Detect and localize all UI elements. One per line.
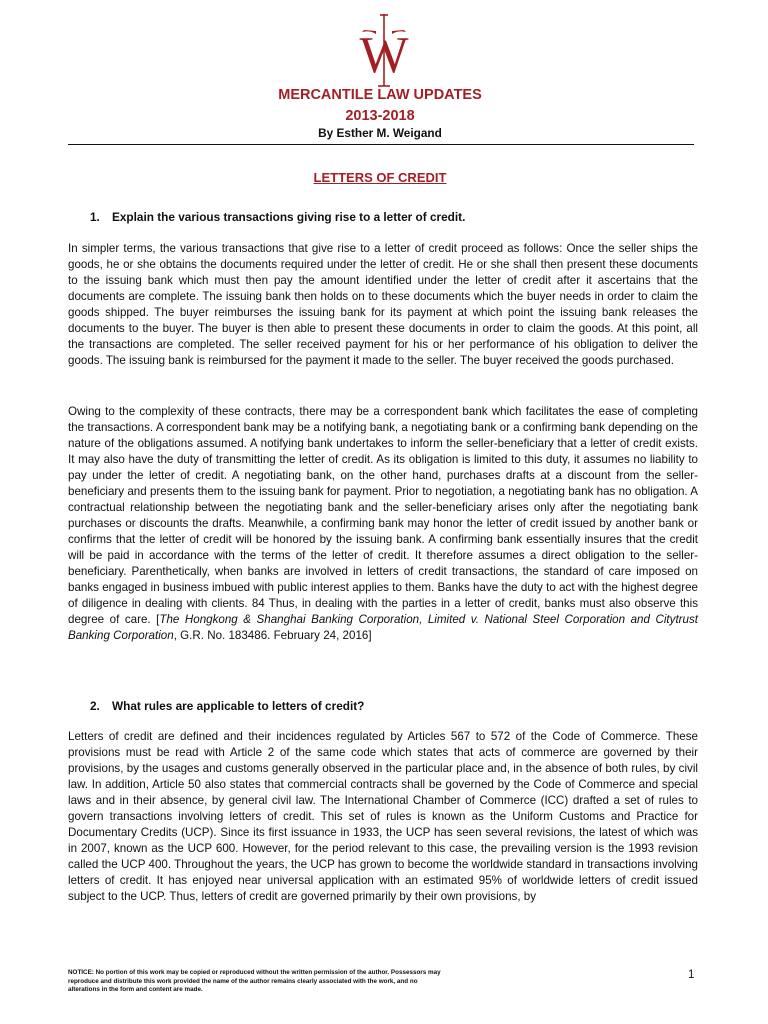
document-title: MERCANTILE LAW UPDATES: [278, 87, 482, 103]
paragraph-2: [68, 404, 698, 644]
question-2: [90, 699, 364, 714]
paragraph-2-tail: , G.R. No. 183486. February 24, 2016]: [173, 629, 372, 642]
header-rule: [68, 144, 694, 145]
question-1: [90, 210, 465, 225]
paragraph-2-case-citation: The Hongkong & Shanghai Banking Corporation, Limited v. National Steel Corporation and Citytrust Banking Corporation: [68, 613, 698, 642]
question-2-number: 2.: [90, 699, 100, 713]
section-title: LETTERS OF CREDIT: [313, 170, 447, 185]
question-1-text: Explain the various transactions giving rise to a letter of credit.: [112, 210, 466, 224]
document-author: By Esther M. Weigand: [318, 126, 442, 140]
document-years: 2013-2018: [345, 108, 415, 124]
svg-text:W: W: [359, 27, 409, 84]
copyright-notice: NOTICE: No portion of this work may be copied or reproduced without the written permission of the author. Possessors may reproduce and distribute this work provided the name of the author remains clearly associated with the work, and no alterations in the form and content are made.: [68, 969, 441, 994]
page-number: 1: [688, 969, 695, 981]
paragraph-2-main: Owing to the complexity of these contracts, there may be a correspondent bank which facilitates the ease of completing the transactions. A correspondent bank may be a notifying bank, a negotiating bank or a confirming bank depending on the nature of the obligations assumed. A notifying bank undertakes to inform the seller-beneficiary that a letter of credit exists. It may also have the duty of transmitting the letter of credit. As its obligation is limited to this duty, it assumes no liability to pay under the letter of credit. A negotiating bank, on the other hand, purchases drafts at a discount from the seller-beneficiary and presents them to the issuing bank for payment. Prior to negotiation, a negotiating bank has no obligation. A contractual relationship between the negotiating bank and the seller-beneficiary arises only after the negotiating bank purchases or discounts the drafts. Meanwhile, a confirming bank may honor the letter of credit issued by another bank or confirms that the letter of credit will be honored by the issuing bank. A confirming bank essentially insures that the credit will be paid in accordance with the terms of the letter of credit. It therefore assumes a direct obligation to the seller-beneficiary. Parenthetically, when banks are involved in letters of credit transactions, the standard of care imposed on banks engaged in business imbued with public interest applies to them. Banks have the duty to act with the highest degree of diligence in dealing with clients. 84 Thus, in dealing with the parties in a letter of credit, banks must also observe this degree of care. [: [68, 405, 698, 626]
paragraph-3: Letters of credit are defined and their incidences regulated by Articles 567 to 572 of the Code of Commerce. These provisions must be read with Article 2 of the same code which states that acts of commerce are governed by their provisions, by the usages and customs generally observed in the particular place and, in the absence of both rules, by civil law. In addition, Article 50 also states that commercial contracts shall be governed by the Code of Commerce and special laws and in their absence, by general civil law. The International Chamber of Commerce (ICC) drafted a set of rules to govern transactions involving letters of credit. This set of rules is known as the Uniform Customs and Practice for Documentary Credits (UCP). Since its first issuance in 1933, the UCP has seen several revisions, the latest of which was in 2007, known as the UCP 600. However, for the period relevant to this case, the prevailing version is the 1993 revision called the UCP 400. Throughout the years, the UCP has grown to become the worldwide standard in transactions involving letters of credit. It has enjoyed near universal application with an estimated 95% of worldwide letters of credit issued subject to the UCP. Thus, letters of credit are governed primarily by their own provisions, by: [68, 730, 698, 903]
paragraph-1: In simpler terms, the various transactions that give rise to a letter of credit proceed as follows: Once the seller ships the goods, he or she obtains the documents required under the letter of credit. He or she shall then present these documents to the issuing bank which must then pay the amount identified under the letter of credit after it ascertains that the documents are complete. The issuing bank then holds on to these documents which the buyer needs in order to claim the goods shipped. The buyer reimburses the issuing bank for its payment at which point the issuing bank releases the documents to the buyer. The buyer is then able to present these documents in order to claim the goods. At this point, all the transactions are completed. The seller received payment for his or her performance of his obligation to deliver the goods. The issuing bank is reimbursed for the payment it made to the seller. The buyer received the goods purchased.: [68, 242, 698, 367]
question-1-number: 1.: [90, 210, 100, 224]
weigand-logo: [356, 12, 412, 88]
question-2-text: What rules are applicable to letters of credit?: [112, 699, 365, 713]
